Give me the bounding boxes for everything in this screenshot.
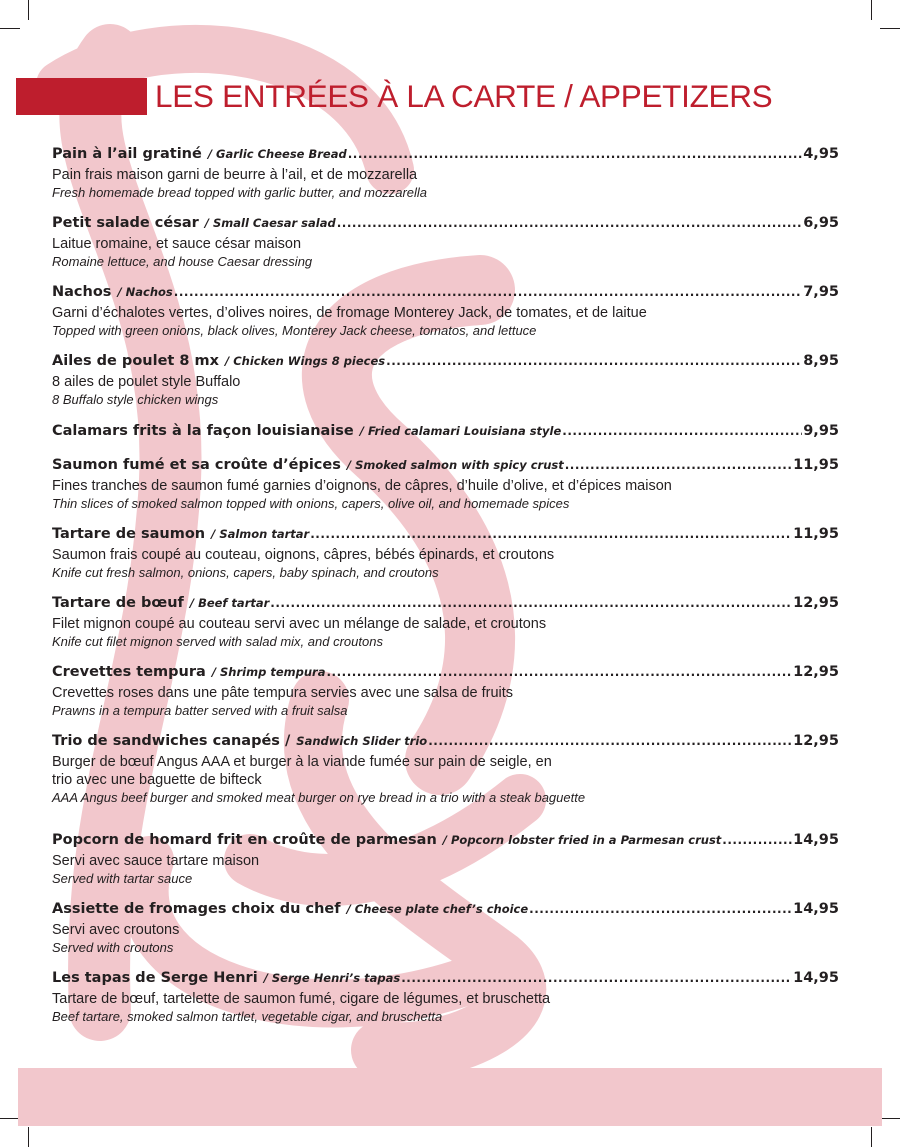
dot-leader: [565, 458, 792, 472]
item-desc-fr: Garni d’échalotes vertes, d’olives noires, de fromage Monterey Jack, de tomates, et de laitue: [52, 305, 647, 321]
menu-item: [52, 146, 839, 201]
item-desc-en: Knife cut fresh salmon, onions, capers, baby spinach, and croutons: [52, 565, 439, 580]
item-name-fr: Tartare de bœuf: [52, 595, 184, 611]
item-desc-en: Beef tartare, smoked salmon tartlet, vegetable cigar, and bruschetta: [52, 1009, 443, 1024]
menu-item: [52, 595, 839, 650]
item-price: 12,95: [793, 595, 839, 611]
item-name-fr: Calamars frits à la façon louisianaise: [52, 423, 354, 439]
item-price: 11,95: [793, 526, 839, 542]
menu-item: [52, 733, 839, 806]
item-desc-en: Fresh homemade bread topped with garlic butter, and mozzarella: [52, 185, 428, 200]
item-price: 7,95: [803, 284, 839, 300]
item-price: 6,95: [803, 215, 839, 231]
section-header: [16, 78, 772, 115]
item-desc-fr: 8 ailes de poulet style Buffalo: [52, 374, 241, 390]
menu-item: [52, 526, 839, 581]
dot-leader: [348, 147, 803, 161]
item-price: 4,95: [803, 146, 839, 162]
item-desc-en: 8 Buffalo style chicken wings: [52, 392, 219, 407]
item-name-en: / Popcorn lobster fried in a Parmesan crust: [442, 833, 722, 847]
menu-item: [52, 832, 839, 887]
dot-leader: [386, 354, 802, 368]
menu-item: [52, 215, 839, 270]
item-desc-fr: Crevettes roses dans une pâte tempura servies avec une salsa de fruits: [52, 685, 514, 701]
item-desc-fr: Pain frais maison garni de beurre à l’ail, et de mozzarella: [52, 167, 418, 183]
item-price: 14,95: [793, 901, 839, 917]
item-name-fr: Assiette de fromages choix du chef: [52, 901, 341, 917]
item-desc-fr: Servi avec sauce tartare maison: [52, 853, 260, 869]
dot-leader: [562, 424, 802, 438]
menu-item: [52, 457, 839, 512]
item-desc-fr: Laitue romaine, et sauce césar maison: [52, 236, 302, 252]
item-name-fr: Les tapas de Serge Henri: [52, 970, 258, 986]
item-name-en: / Smoked salmon with spicy crust: [346, 458, 564, 472]
item-name-en: / Fried calamari Louisiana style: [359, 424, 562, 438]
item-price: 14,95: [793, 970, 839, 986]
dot-leader: [428, 734, 792, 748]
dot-leader: [401, 971, 792, 985]
item-name-en: / Nachos: [117, 285, 173, 299]
item-name-en: / Cheese plate chef’s choice: [346, 902, 529, 916]
menu-item: [52, 423, 839, 443]
dot-leader: [270, 596, 792, 610]
menu-item: [52, 901, 839, 956]
item-name-fr: Crevettes tempura: [52, 664, 206, 680]
item-name-fr: Saumon fumé et sa croûte d’épices: [52, 457, 341, 473]
item-desc-fr: Fines tranches de saumon fumé garnies d’oignons, de câpres, d’huile d’olive, et d’épices maison: [52, 478, 672, 494]
item-name-fr: Trio de sandwiches canapés /: [52, 733, 291, 749]
item-desc-fr: Tartare de bœuf, tartelette de saumon fumé, cigare de légumes, et bruschetta: [52, 991, 551, 1007]
item-price: 12,95: [793, 733, 839, 749]
menu-item: [52, 353, 839, 408]
header-accent-bar: [16, 78, 147, 115]
dot-leader: [326, 665, 792, 679]
dot-leader: [722, 833, 792, 847]
menu-item: [52, 284, 839, 339]
dot-leader: [529, 902, 792, 916]
dot-leader: [174, 285, 802, 299]
item-name-en: / Beef tartar: [189, 596, 270, 610]
item-price: 8,95: [803, 353, 839, 369]
item-desc-fr: Filet mignon coupé au couteau servi avec un mélange de salade, et croutons: [52, 616, 547, 632]
menu-item: [52, 970, 839, 1025]
item-name-fr: Pain à l’ail gratiné: [52, 146, 202, 162]
item-name-fr: Nachos: [52, 284, 112, 300]
item-name-en: / Serge Henri’s tapas: [263, 971, 401, 985]
item-price: 12,95: [793, 664, 839, 680]
item-desc-en: AAA Angus beef burger and smoked meat burger on rye bread in a trio with a steak baguette: [52, 790, 586, 805]
item-desc-fr: Servi avec croutons: [52, 922, 180, 938]
item-desc-en: Thin slices of smoked salmon topped with onions, capers, olive oil, and homemade spices: [52, 496, 570, 511]
item-price: 14,95: [793, 832, 839, 848]
item-desc-en: Served with croutons: [52, 940, 174, 955]
dot-leader: [310, 527, 792, 541]
item-desc-en: Romaine lettuce, and house Caesar dressing: [52, 254, 313, 269]
item-name-en: Sandwich Slider trio: [296, 734, 428, 748]
item-price: 11,95: [793, 457, 839, 473]
item-desc-fr: Burger de bœuf Angus AAA et burger à la viande fumée sur pain de seigle, en trio avec une baguette de bifteck: [52, 754, 552, 788]
item-name-en: / Small Caesar salad: [204, 216, 336, 230]
item-name-en: / Chicken Wings 8 pieces: [224, 354, 386, 368]
item-desc-fr: Saumon frais coupé au couteau, oignons, câpres, bébés épinards, et croutons: [52, 547, 555, 563]
menu-item: [52, 664, 839, 719]
item-name-en: / Salmon tartar: [211, 527, 310, 541]
item-desc-en: Topped with green onions, black olives, Monterey Jack cheese, tomatos, and lettuce: [52, 323, 537, 338]
item-name-en: / Garlic Cheese Bread: [207, 147, 347, 161]
dot-leader: [337, 216, 803, 230]
item-name-fr: Tartare de saumon: [52, 526, 206, 542]
item-name-fr: Popcorn de homard frit en croûte de parmesan: [52, 832, 437, 848]
item-name-fr: Petit salade césar: [52, 215, 199, 231]
item-desc-en: Knife cut filet mignon served with salad mix, and croutons: [52, 634, 383, 649]
item-name-fr: Ailes de poulet 8 mx: [52, 353, 219, 369]
page-title: LES ENTRÉES À LA CARTE / APPETIZERS: [155, 78, 773, 114]
item-name-en: / Shrimp tempura: [211, 665, 326, 679]
item-price: 9,95: [803, 423, 839, 439]
item-desc-en: Served with tartar sauce: [52, 871, 193, 886]
item-desc-en: Prawns in a tempura batter served with a fruit salsa: [52, 703, 348, 718]
